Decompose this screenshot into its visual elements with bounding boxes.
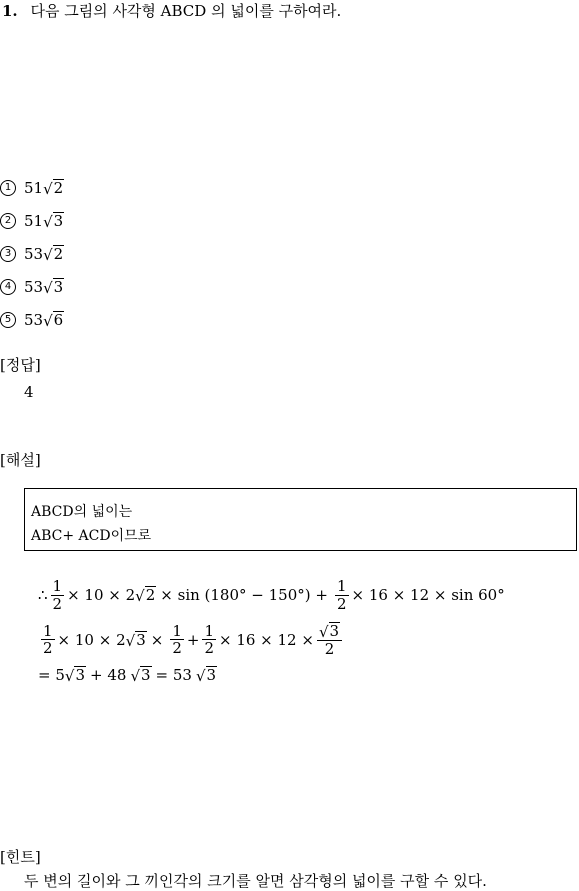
choice-4[interactable] (0, 278, 64, 296)
math-line-2 (38, 622, 345, 658)
answer-header: [정답] (0, 356, 41, 374)
choice-mark: 5 (0, 312, 16, 328)
math-text: × (150, 630, 164, 649)
fraction-denominator: 2 (336, 594, 347, 613)
radicand: 2 (53, 245, 64, 264)
math-text: × 16 × 12 × sin 60° (351, 586, 505, 604)
sqrt: √ 3 (64, 666, 85, 685)
question-line (2, 0, 341, 21)
math-text: + (186, 630, 200, 649)
math-text: × 10 × 2 (67, 586, 136, 604)
math-text: + 48 (90, 666, 127, 684)
math-line-1 (38, 578, 505, 612)
fraction-denominator: 2 (324, 640, 335, 658)
answer-value: 4 (24, 383, 34, 401)
sqrt: √ 3 (125, 631, 146, 650)
fraction-numerator: 1 (52, 577, 63, 595)
fraction-half (202, 623, 216, 657)
fraction-numerator: 1 (172, 621, 182, 640)
math-text: × 10 × 2 (57, 630, 126, 649)
fraction-half (51, 578, 65, 612)
fraction-half (335, 578, 349, 612)
math-text: = 5 (38, 666, 65, 684)
radicand: 3 (136, 631, 146, 649)
sqrt: √ 2 (43, 179, 64, 198)
choice-coef: 53 (24, 245, 44, 263)
explanation-box (24, 488, 577, 551)
choice-5[interactable] (0, 311, 64, 329)
choice-mark: 4 (0, 279, 16, 295)
question-number: 1. (2, 2, 18, 20)
fraction-numerator (317, 622, 342, 641)
choice-coef: 51 (24, 212, 44, 230)
choice-3[interactable] (0, 245, 64, 263)
fraction-denominator: 2 (52, 594, 63, 613)
math-text: = 53 (155, 666, 192, 684)
choice-2[interactable] (0, 212, 64, 230)
fraction-sqrt3-over-2 (317, 622, 342, 658)
question-text: 다음 그림의 사각형 ABCD 의 넓이를 구하여라. (30, 2, 342, 20)
radicand: 3 (53, 278, 64, 297)
explanation-header: [해설] (0, 451, 41, 469)
fraction-half (41, 623, 55, 657)
fraction-numerator: 1 (336, 577, 347, 595)
radicand: 3 (75, 666, 85, 685)
choice-1[interactable] (0, 179, 64, 197)
choice-coef: 53 (24, 311, 44, 329)
hint-header: [힌트] (0, 848, 41, 866)
choice-mark: 1 (0, 180, 16, 196)
fraction-numerator: 1 (204, 621, 214, 640)
sqrt: √ 3 (318, 622, 340, 641)
fraction-denominator: 2 (172, 639, 182, 658)
explanation-box-line1: ABCD의 넓이는 (31, 504, 133, 520)
choice-mark: 3 (0, 246, 16, 262)
radicand: 3 (53, 212, 64, 231)
choice-mark: 2 (0, 213, 16, 229)
radicand: 6 (53, 311, 64, 330)
radicand: 3 (329, 622, 340, 640)
fraction-numerator: 1 (43, 621, 53, 640)
sqrt: √ 3 (130, 666, 151, 685)
sqrt: √ 2 (43, 245, 64, 264)
therefore-symbol: ∴ (38, 586, 48, 604)
math-text: × sin (180° − 150°) + (160, 586, 328, 604)
radicand: 3 (206, 666, 217, 685)
radicand: 2 (145, 586, 156, 605)
fraction-denominator: 2 (204, 639, 214, 658)
sqrt: √ 2 (135, 586, 156, 605)
explanation-box-line2: ABC+ ACD이므로 (31, 528, 152, 544)
sqrt: √ 3 (195, 666, 217, 685)
math-line-3 (38, 666, 217, 684)
math-text: × 16 × 12 × (218, 630, 314, 649)
radicand: 3 (141, 666, 151, 685)
sqrt: √ 6 (43, 311, 64, 330)
radicand: 2 (53, 179, 64, 198)
sqrt: √ 3 (43, 212, 64, 231)
choice-coef: 51 (24, 179, 44, 197)
hint-text: 두 변의 길이와 그 끼인각의 크기를 알면 삼각형의 넓이를 구할 수 있다. (24, 872, 487, 890)
fraction-denominator: 2 (43, 639, 53, 658)
choice-coef: 53 (24, 278, 44, 296)
fraction-half (170, 623, 184, 657)
sqrt: √ 3 (43, 278, 64, 297)
